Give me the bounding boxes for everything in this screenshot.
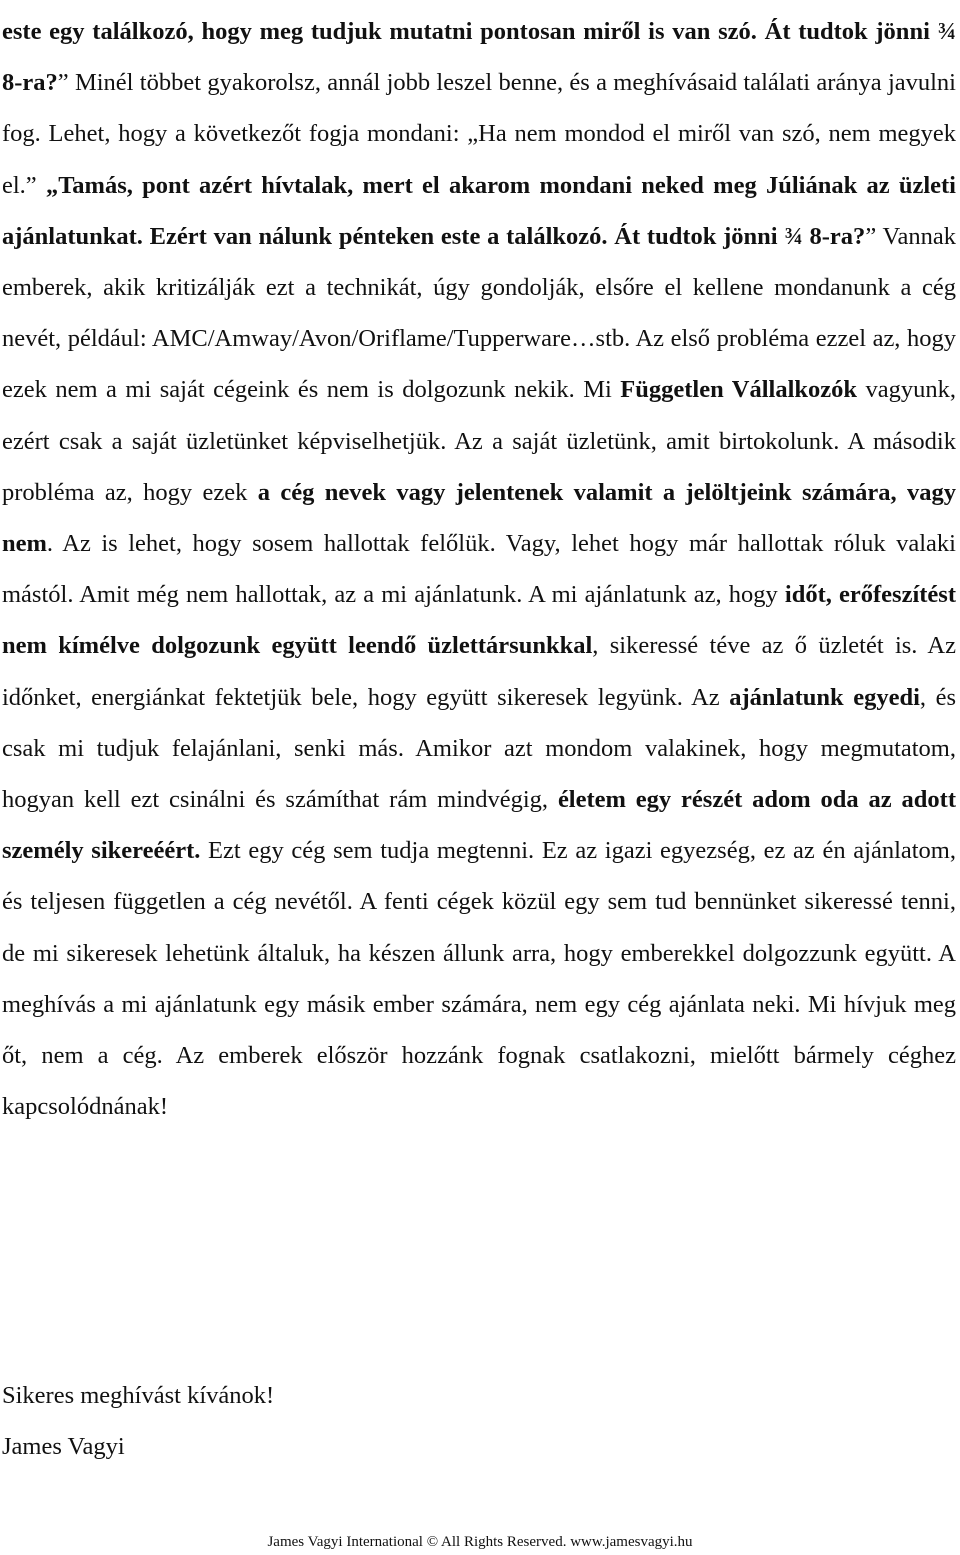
text-run-bold: este egy találkozó, hogy meg tudjuk mutatni pontosan miről is van szó. Át tudtok jönni ¾ 8-ra? [2,18,956,97]
body-paragraph [2,6,956,1132]
text-run-bold: életem egy részét adom oda az adott személy sikereéért. [2,786,956,865]
text-run-bold: a cég nevek vagy jelentenek valamit a jelöltjeink számára, vagy nem [2,478,956,558]
text-run: Ezt egy cég sem tudja megtenni. Ez az igazi egyezség, ez az én ajánlatom, és teljesen független a cég nevétől. A fenti cégek közül egy sem tud bennünket sikeressé tenni, de mi sikeresek lehetünk általuk, ha készen állunk arra, hogy emberekkel dolgozzunk együtt. A meghívás a mi ajánlatunk egy másik ember számára, nem egy cég ajánlata neki. Mi hívjuk meg őt, nem a cég. Az emberek először hozzánk fognak csatlakozni, mielőtt bármely céghez kapcsolódnának! [2,837,956,1121]
text-run-bold: Független Vállalkozók [620,376,858,404]
text-run: ” Vannak emberek, akik kritizálják ezt a technikát, úgy gondolják, elsőre el kellene mondanunk a cég nevét, például: AMC/Amway/Avon/Oriflame/Tupperware…stb. Az első probléma ezzel az, hogy ezek nem a mi saját cégeink és nem is dolgozunk nekik. Mi [2,222,956,404]
page-footer: James Vagyi International © All Rights Reserved. www.jamesvagyi.hu [267,1534,693,1550]
closing-wish: Sikeres meghívást kívánok! [2,1382,275,1409]
text-run: , és csak mi tudjuk felajánlani, senki más. Amikor azt mondom valakinek, hogy megmutatom, hogyan kell ezt csinálni és számíthat rám mindvégig, [2,683,956,814]
text-run: vagyunk, ezért csak a saját üzletünket képviselhetjük. Az a saját üzletünk, amit birtokolunk. A második probléma az, hogy ezek [2,376,957,506]
text-run: . Az is lehet, hogy sosem hallottak felőlük. Vagy, lehet hogy már hallottak róluk valaki mástól. Amit még nem hallottak, az a mi ajánlatunk. A mi ajánlatunk az, hogy [2,530,956,609]
text-run: ” Minél többet gyakorolsz, annál jobb leszel benne, és a meghívásaid találati aránya javulni fog. Lehet, hogy a következőt fogja mondani: „Ha nem mondod el miről van szó, nem megyek el.” [2,69,956,199]
text-run-bold: időt, erőfeszítést nem kímélve dolgozunk együtt leendő üzlettársunkkal [2,581,956,660]
text-run-bold: „Tamás, pont azért hívtalak, mert el akarom mondani neked meg Júliának az üzleti ajánlatunkat. Ezért van nálunk pénteken este a találkozó. Át tudtok jönni ¾ 8-ra? [2,171,956,250]
signature-name: James Vagyi [2,1433,125,1460]
paragraph-text [2,6,956,1132]
text-run-bold: ajánlatunk egyedi [729,683,920,711]
text-run: , sikeressé téve az ő üzletét is. Az időnket, energiánkat fektetjük bele, hogy együtt sikeresek legyünk. Az [2,632,956,711]
